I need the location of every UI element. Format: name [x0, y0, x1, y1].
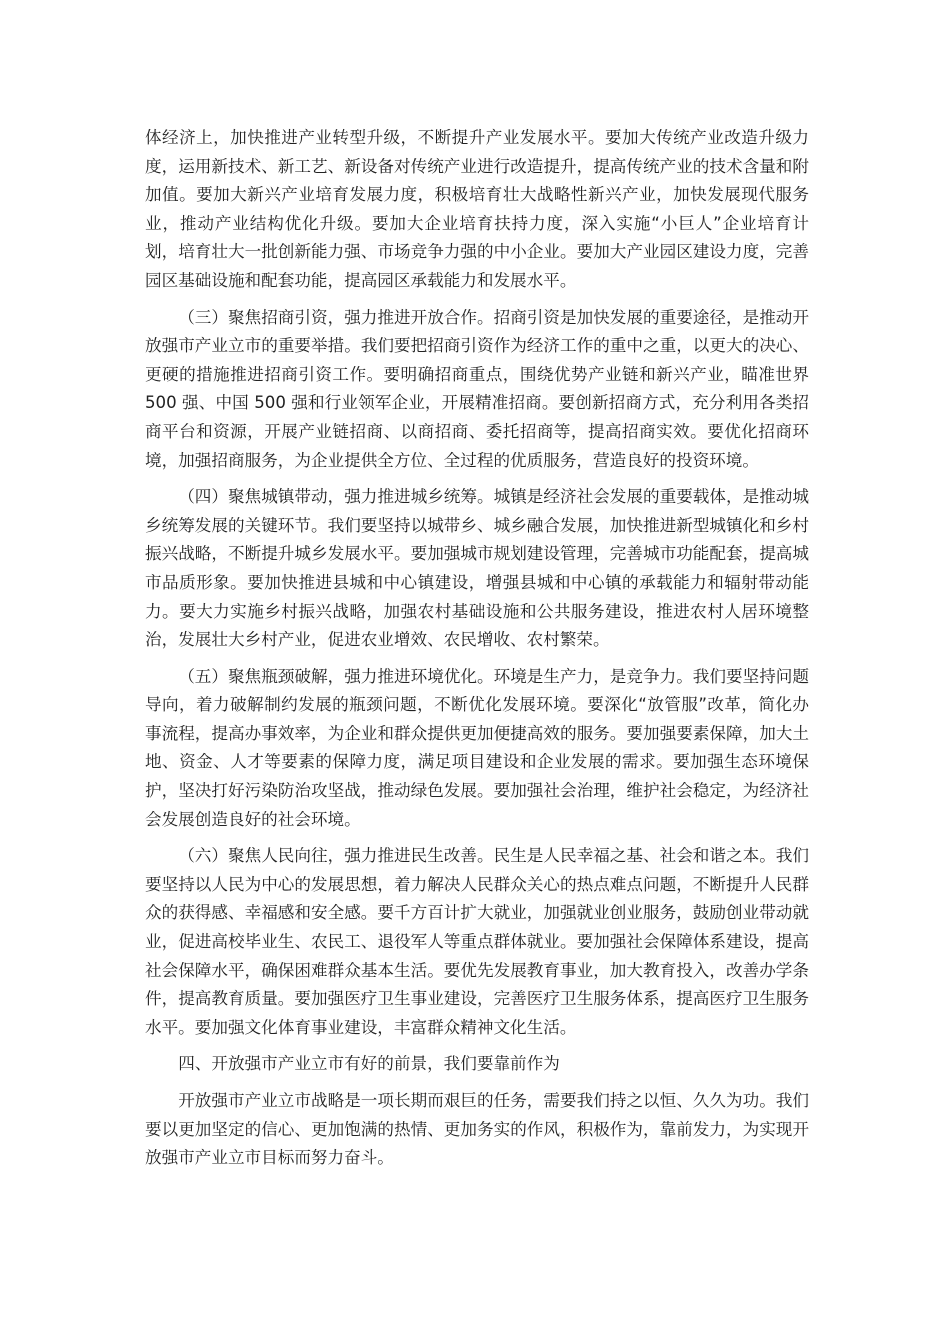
paragraph-investment-attraction: （三）聚焦招商引资，强力推进开放合作。招商引资是加快发展的重要途径，是推动开放强市产业立市的重要举措。我们要把招商引资作为经济工作的重中之重，以更大的决心、更硬的措施推进招商引资工作。要明确招商重点，围绕优势产业链和新兴产业，瞄准世界 500 强、中国 500 强和行业领军企业，开展精准招商。要创新招商方式，充分利用各类招商平台和资源，开展产业链招商、以商招商、委托招商等，提高招商实效。要优化招商环境，加强招商服务，为企业提供全方位、全过程的优质服务，营造良好的投资环境。: [145, 307, 809, 470]
paragraph-conclusion: 开放强市产业立市战略是一项长期而艰巨的任务，需要我们持之以恒、久久为功。我们要以更加坚定的信心、更加饱满的热情、更加务实的作风，积极作为，靠前发力，为实现开放强市产业立市目标而努力奋斗。: [145, 1091, 809, 1168]
paragraph-urban-rural: （四）聚焦城镇带动，强力推进城乡统筹。城镇是经济社会发展的重要载体，是推动城乡统筹发展的关键环节。我们要坚持以城带乡、城乡融合发展，加快推进新型城镇化和乡村振兴战略，不断提升城乡发展水平。要加强城市规划建设管理，完善城市功能配套，提高城市品质形象。要加快推进县城和中心镇建设，增强县城和中心镇的承载能力和辐射带动能力。要大力实施乡村振兴战略，加强农村基础设施和公共服务建设，推进农村人居环境整治，发展壮大乡村产业，促进农业增效、农民增收、农村繁荣。: [145, 487, 809, 650]
document-page: [145, 124, 809, 1181]
paragraph-environment-optimization: （五）聚焦瓶颈破解，强力推进环境优化。环境是生产力，是竞争力。我们要坚持问题导向，着力破解制约发展的瓶颈问题，不断优化发展环境。要深化“放管服”改革，简化办事流程，提高办事效率，为企业和群众提供更加便捷高效的服务。要加强要素保障，加大土地、资金、人才等要素的保障力度，满足项目建设和企业发展的需求。要加强生态环境保护，坚决打好污染防治攻坚战，推动绿色发展。要加强社会治理，维护社会稳定，为经济社会发展创造良好的社会环境。: [145, 666, 809, 829]
section-heading-prospects: 四、开放强市产业立市有好的前景，我们要靠前作为: [178, 1054, 560, 1074]
paragraph-industry-upgrade: 体经济上，加快推进产业转型升级，不断提升产业发展水平。要加大传统产业改造升级力度，运用新技术、新工艺、新设备对传统产业进行改造提升，提高传统产业的技术含量和附加值。要加大新兴产业培育发展力度，积极培育壮大战略性新兴产业，加快发展现代服务业，推动产业结构优化升级。要加大企业培育扶持力度，深入实施“小巨人”企业培育计划，培育壮大一批创新能力强、市场竞争力强的中小企业。要加大产业园区建设力度，完善园区基础设施和配套功能，提高园区承载能力和发展水平。: [145, 128, 809, 290]
paragraph-livelihood: （六）聚焦人民向往，强力推进民生改善。民生是人民幸福之基、社会和谐之本。我们要坚持以人民为中心的发展思想，着力解决人民群众关心的热点难点问题，不断提升人民群众的获得感、幸福感和安全感。要千方百计扩大就业，加强就业创业服务，鼓励创业带动就业，促进高校毕业生、农民工、退役军人等重点群体就业。要加强社会保障体系建设，提高社会保障水平，确保困难群众基本生活。要优先发展教育事业，加大教育投入，改善办学条件，提高教育质量。要加强医疗卫生事业建设，完善医疗卫生服务体系，提高医疗卫生服务水平。要加强文化体育事业建设，丰富群众精神文化生活。: [145, 846, 809, 1037]
